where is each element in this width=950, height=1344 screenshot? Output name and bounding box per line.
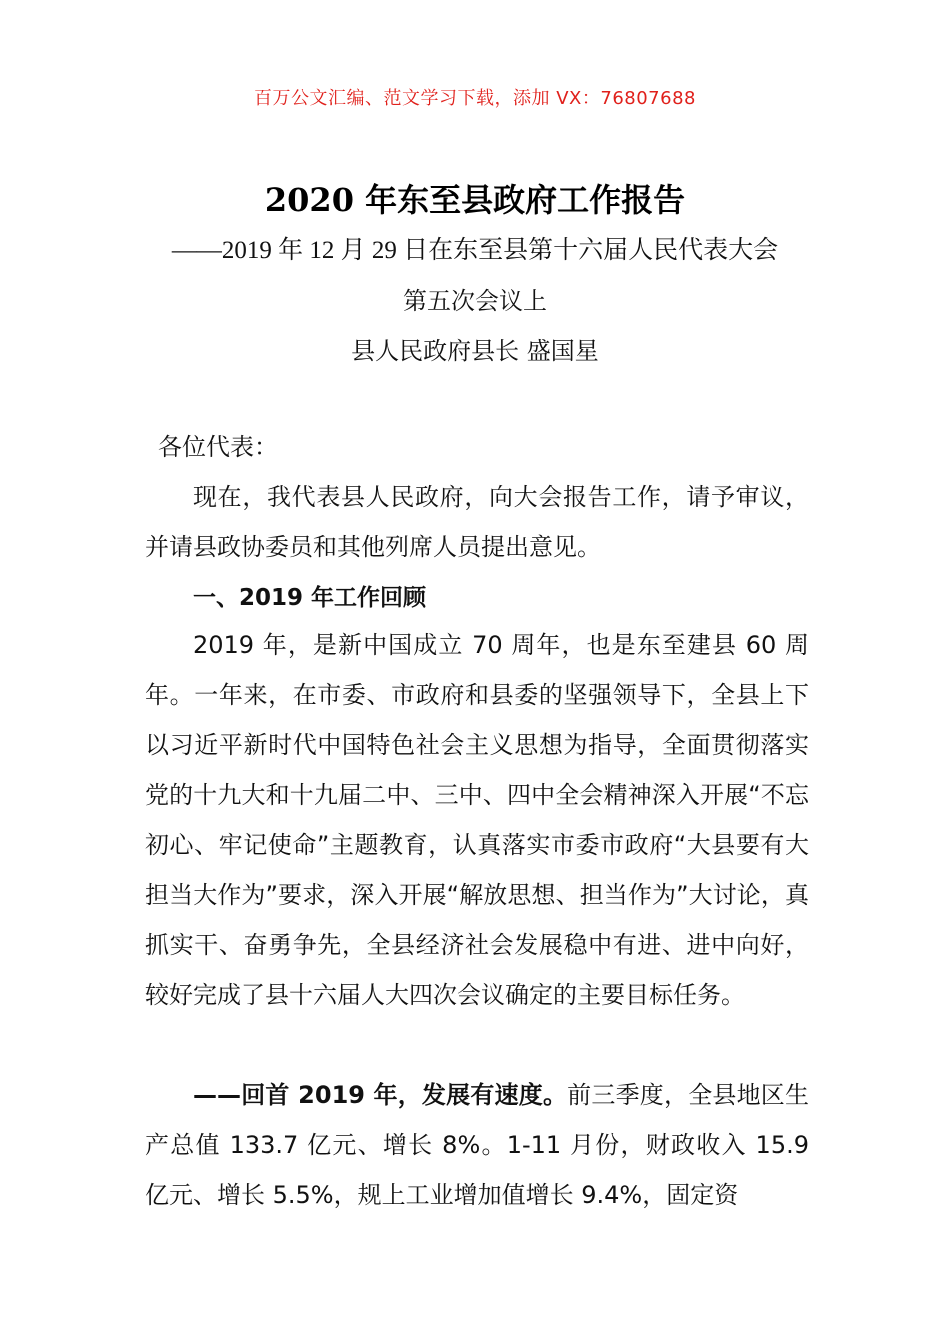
subtitle-line-2: 第五次会议上 [403, 287, 547, 315]
subtitle-author: 县人民政府县长 盛国星 [351, 337, 599, 365]
section-heading: 一、2019 年工作回顾 [193, 585, 427, 611]
subtitle-line-1: ——2019 年 12 月 29 日在东至县第十六届人民代表大会 [171, 237, 779, 264]
paragraph-intro: 现在，我代表县人民政府，向大会报告工作，请予审议，并请县政协委员和其他列席人员提出意见。 [145, 483, 809, 561]
paragraph-growth [145, 1070, 809, 1220]
paragraph-growth-body: 前三季度，全县地区生产总值 133.7 亿元、增长 8%。1-11 月份，财政收入 15.9 亿元、增长 5.5%，规上工业增加值增长 9.4%，固定资 [145, 1081, 810, 1209]
header-advertisement: 百万公文汇编、范文学习下载，添加 VX：76807688 [254, 88, 696, 109]
paragraph-growth-lead: ——回首 2019 年，发展有速度。 [193, 1081, 568, 1109]
paragraph-review: 2019 年，是新中国成立 70 周年，也是东至建县 60 周年。一年来，在市委、市政府和县委的坚强领导下，全县上下以习近平新时代中国特色社会主义思想为指导，全面贯彻落实党的十九大和十九届二中、三中、四中全会精神深入开展“不忘初心、牢记使命”主题教育，认真落实市委市政府“大县要有大担当大作为”要求，深入开展“解放思想、担当作为”大讨论，真抓实干、奋勇争先，全县经济社会发展稳中有进、进中向好，较好完成了县十六届人大四次会议确定的主要目标任务。 [145, 631, 809, 1009]
greeting: 各位代表： [158, 433, 278, 461]
document-title: 2020 年东至县政府工作报告 [264, 181, 686, 219]
